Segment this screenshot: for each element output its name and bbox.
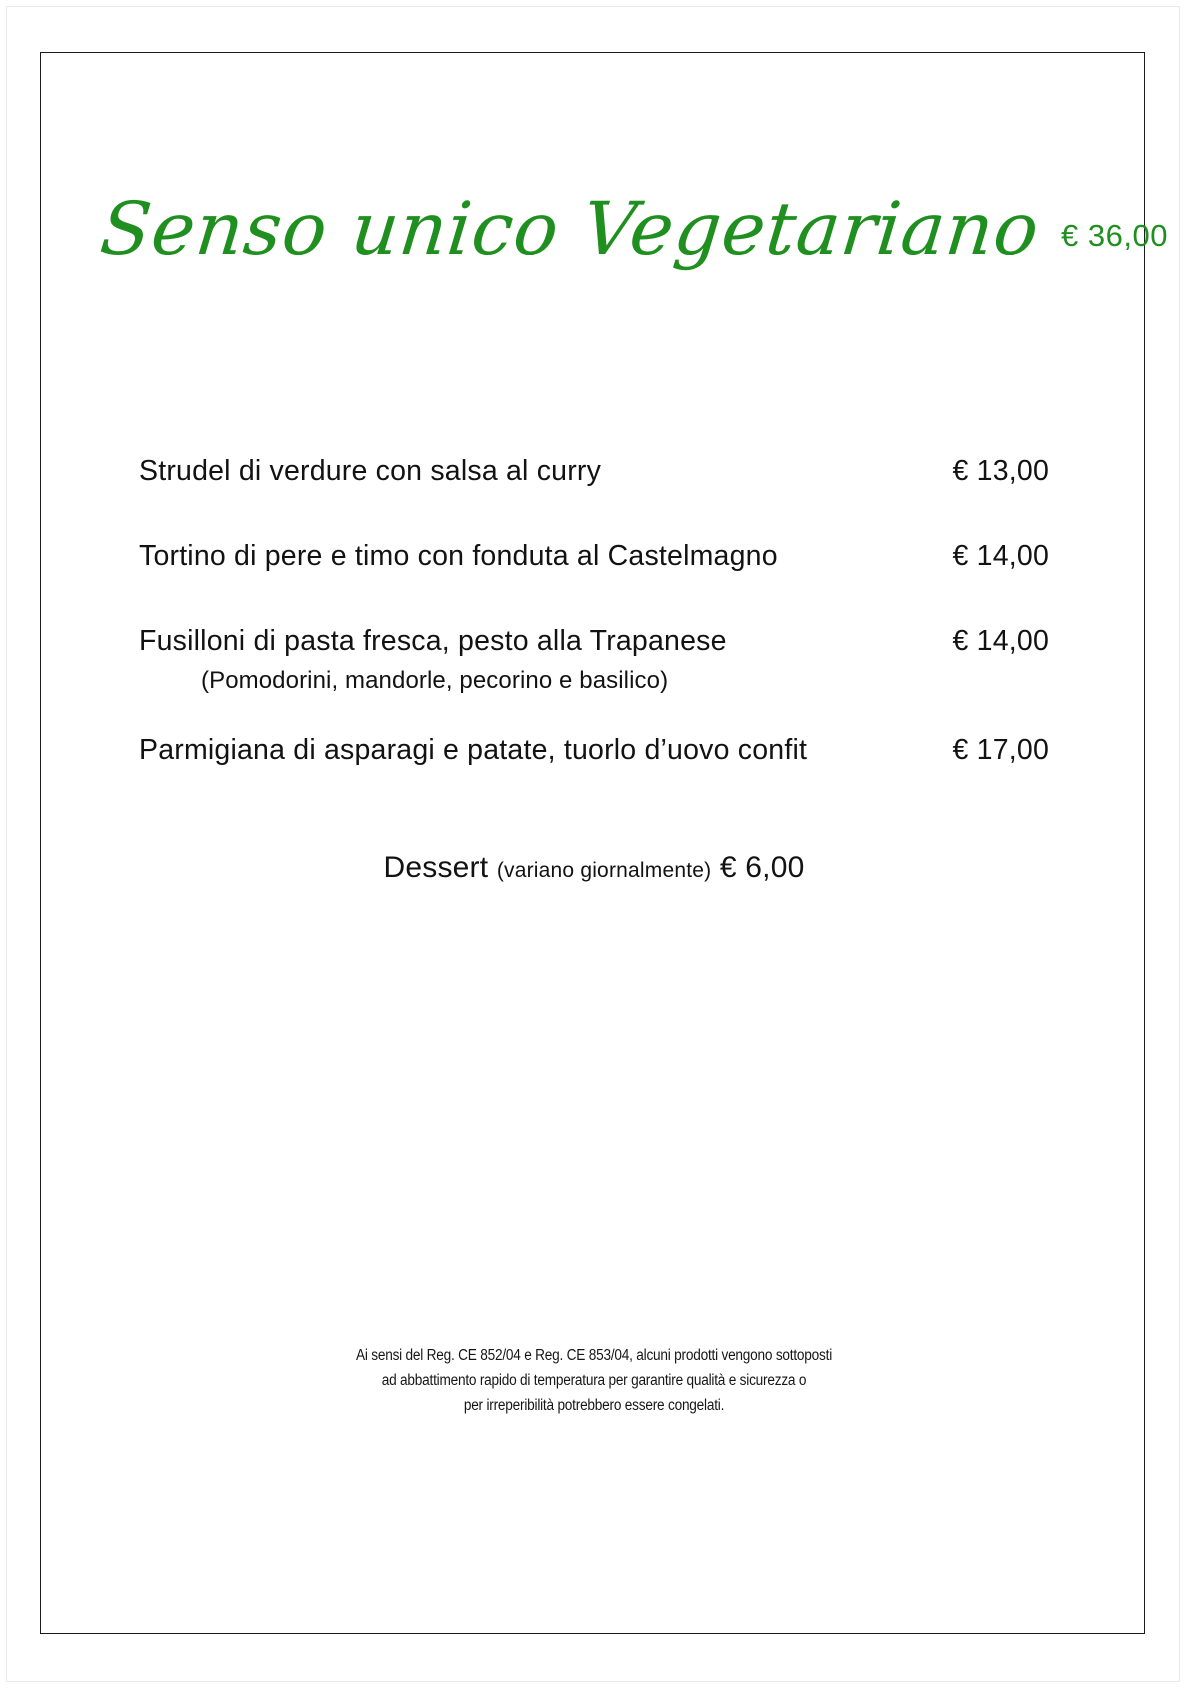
menu-item-price: € 14,00 (952, 539, 1049, 572)
menu-item-row (139, 540, 1049, 573)
menu-item-text (139, 734, 923, 767)
menu-item-name: Tortino di pere e timo con fonduta al Castelmagno (139, 539, 778, 572)
menu-item-list (139, 455, 1049, 819)
page-title: Senso unico Vegetariano (96, 187, 1044, 272)
menu-item-price: € 14,00 (952, 624, 1049, 657)
menu-item-text (139, 455, 923, 488)
footer-disclaimer (139, 1343, 1049, 1418)
dessert-price: € 6,00 (719, 851, 805, 884)
menu-header (96, 187, 1168, 272)
menu-item-name: Fusilloni di pasta fresca, pesto alla Trapanese (139, 624, 727, 657)
menu-item-text (139, 540, 923, 573)
menu-item-name: Strudel di verdure con salsa al curry (139, 455, 602, 487)
menu-item-row (139, 734, 1049, 767)
dessert-note: (variano giornalmente) (496, 859, 712, 882)
footer-disclaimer-line: per irreperibilità potrebbero essere congelati. (463, 1397, 725, 1414)
menu-item-row (139, 455, 1049, 488)
dessert-row (139, 851, 1049, 885)
menu-item-name: Parmigiana di asparagi e patate, tuorlo d’uovo confit (139, 734, 808, 767)
menu-item-text (139, 625, 923, 697)
menu-item-row (139, 625, 1049, 697)
dessert-label: Dessert (383, 851, 489, 884)
menu-item-price: € 17,00 (952, 734, 1049, 767)
footer-disclaimer-line: ad abbattimento rapido di temperatura per garantire qualità e sicurezza o (381, 1372, 807, 1389)
menu-item-subtitle: (Pomodorini, mandorle, pecorino e basilico) (201, 667, 669, 695)
footer-disclaimer-line: Ai sensi del Reg. CE 852/04 e Reg. CE 853/04, alcuni prodotti vengono sottoposti (355, 1347, 833, 1364)
menu-content (96, 53, 1168, 1633)
menu-item-price: € 13,00 (952, 455, 1049, 487)
menu-frame-border (40, 52, 1168, 1634)
menu-total-price: € 36,00 (1061, 217, 1168, 253)
